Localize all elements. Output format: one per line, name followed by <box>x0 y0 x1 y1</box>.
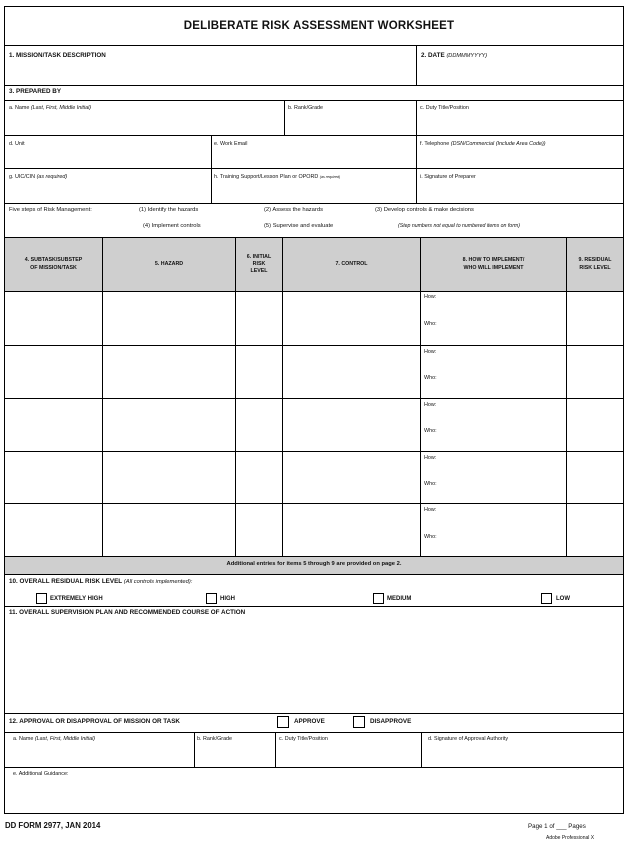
col-header-how-to-implement: 8. HOW TO IMPLEMENT/ WHO WILL IMPLEMENT <box>462 256 525 271</box>
row-2-control-field[interactable] <box>284 347 419 397</box>
medium-label: MEDIUM <box>387 596 412 602</box>
approver-name-field[interactable] <box>6 745 192 766</box>
row-4-who-label: Who: <box>424 481 437 487</box>
col-header-residual-risk-level: 9. RESIDUAL RISK LEVEL <box>578 256 612 271</box>
row-1-how-label: How: <box>424 294 437 300</box>
rank-grade-label: b. Rank/Grade <box>288 105 324 111</box>
training-support-field[interactable] <box>213 183 414 202</box>
disapprove-checkbox[interactable] <box>353 716 365 728</box>
col-header-initial-risk-level: 6. INITIAL RISK LEVEL <box>246 253 272 275</box>
extremely-high-checkbox[interactable] <box>36 593 47 604</box>
rule <box>4 713 624 714</box>
rule <box>211 168 212 203</box>
row-4-who-field[interactable] <box>444 479 564 502</box>
date-format-hint: (DDMMMYYYY) <box>446 53 488 59</box>
signature-of-preparer-label: i. Signature of Preparer <box>420 174 476 180</box>
high-label: HIGH <box>220 596 235 602</box>
row-4-initial-risk-field[interactable] <box>237 453 281 502</box>
rule <box>4 451 624 452</box>
rule <box>4 100 624 101</box>
row-2-who-field[interactable] <box>444 373 564 397</box>
rule <box>4 291 624 292</box>
rule <box>4 574 624 575</box>
page-count: Page 1 of ___ Pages <box>528 823 586 830</box>
uic-cin-label <box>9 175 67 180</box>
row-2-subtask-field[interactable] <box>6 347 101 397</box>
row-2-initial-risk-field[interactable] <box>237 347 281 397</box>
row-4-residual-risk-field[interactable] <box>568 453 622 502</box>
rule <box>4 203 624 204</box>
disapprove-label: DISAPPROVE <box>370 718 412 725</box>
additional-guidance-label: e. Additional Guidance: <box>13 771 69 777</box>
supervision-plan-field[interactable] <box>6 620 622 712</box>
rule <box>4 732 624 733</box>
row-3-hazard-field[interactable] <box>104 400 234 450</box>
col-header-hazard: 5. HAZARD <box>154 260 184 267</box>
additional-entries-note: Additional entries for items 5 through 9 are provided on page 2. <box>226 561 402 567</box>
rule <box>4 45 624 46</box>
uic-cin-hint: (as required) <box>36 174 68 180</box>
extremely-high-label: EXTREMELY HIGH <box>50 596 103 602</box>
rule <box>4 503 624 504</box>
rule <box>4 135 624 136</box>
row-3-how-label: How: <box>424 402 437 408</box>
row-5-who-field[interactable] <box>444 531 564 555</box>
row-4-subtask-field[interactable] <box>6 453 101 502</box>
row-3-initial-risk-field[interactable] <box>237 400 281 450</box>
step-5: (5) Supervise and evaluate <box>264 223 334 229</box>
row-5-control-field[interactable] <box>284 505 419 555</box>
row-5-subtask-field[interactable] <box>6 505 101 555</box>
step-3: (3) Develop controls & make decisions <box>375 207 474 213</box>
approver-name-hint: (Last, First, Middle Initial) <box>34 736 96 742</box>
row-2-how-field[interactable] <box>444 347 564 371</box>
approver-rank-field[interactable] <box>196 745 274 766</box>
row-2-residual-risk-field[interactable] <box>568 347 622 397</box>
approval-label: 12. APPROVAL OR DISAPPROVAL OF MISSION OR TASK <box>9 718 180 725</box>
approver-name-label <box>13 737 95 742</box>
row-3-residual-risk-field[interactable] <box>568 400 622 450</box>
name-field[interactable] <box>6 114 282 134</box>
step-1: (1) Identify the hazards <box>139 207 199 213</box>
mission-task-description-label: 1. MISSION/TASK DESCRIPTION <box>9 52 106 59</box>
row-5-who-label: Who: <box>424 534 437 540</box>
five-steps-intro: Five steps of Risk Management: <box>9 207 92 213</box>
row-3-how-field[interactable] <box>444 400 564 424</box>
rule <box>416 45 417 85</box>
name-label <box>9 106 91 111</box>
telephone-format-hint: (DSN/Commercial (Include Area Code)) <box>450 141 546 147</box>
telephone-label-text: f. Telephone <box>420 141 451 147</box>
duty-title-label: c. Duty Title/Position <box>420 105 469 111</box>
uic-cin-field[interactable] <box>6 183 209 202</box>
supervision-plan-label: 11. OVERALL SUPERVISION PLAN AND RECOMMENDED COURSE OF ACTION <box>9 609 246 616</box>
approver-duty-label: c. Duty Title/Position <box>279 736 328 742</box>
row-3-who-label: Who: <box>424 428 437 434</box>
row-5-how-field[interactable] <box>444 505 564 529</box>
row-3-who-field[interactable] <box>444 426 564 450</box>
telephone-label <box>420 142 546 147</box>
rule <box>275 732 276 767</box>
row-3-control-field[interactable] <box>284 400 419 450</box>
step-2: (2) Assess the hazards <box>264 207 323 213</box>
row-5-how-label: How: <box>424 507 437 513</box>
row-2-who-label: Who: <box>424 375 437 381</box>
steps-note: (Step numbers not equal to numbered items on form) <box>398 223 520 229</box>
row-4-how-label: How: <box>424 455 437 461</box>
overall-residual-risk-label <box>9 579 192 586</box>
prepared-by-label: 3. PREPARED BY <box>9 88 62 95</box>
row-5-initial-risk-field[interactable] <box>237 505 281 555</box>
rule <box>284 100 285 135</box>
row-1-hazard-field[interactable] <box>104 293 234 344</box>
row-5-residual-risk-field[interactable] <box>568 505 622 555</box>
approve-label: APPROVE <box>294 718 325 725</box>
rule <box>4 85 624 86</box>
row-4-control-field[interactable] <box>284 453 419 502</box>
rule <box>416 168 417 203</box>
training-support-hint: (as required) <box>319 175 341 179</box>
step-4: (4) Implement controls <box>143 223 201 229</box>
rule <box>211 135 212 168</box>
signature-of-preparer-field[interactable] <box>418 183 623 202</box>
form-title: DELIBERATE RISK ASSESSMENT WORKSHEET <box>183 20 455 32</box>
approve-checkbox[interactable] <box>277 716 289 728</box>
overall-residual-risk-text: 10. OVERALL RESIDUAL RISK LEVEL <box>9 578 124 585</box>
row-2-hazard-field[interactable] <box>104 347 234 397</box>
row-1-subtask-field[interactable] <box>6 293 101 344</box>
rule <box>421 732 422 767</box>
medium-checkbox[interactable] <box>373 593 384 604</box>
rule <box>4 606 624 607</box>
row-1-how-field[interactable] <box>444 293 564 317</box>
overall-residual-risk-hint: (All controls implemented): <box>123 579 193 585</box>
software-note: Adobe Professional X <box>546 835 595 841</box>
telephone-field[interactable] <box>418 150 623 167</box>
date-label-text: 2. DATE <box>421 52 447 59</box>
row-4-hazard-field[interactable] <box>104 453 234 502</box>
date-label <box>421 53 487 60</box>
row-1-control-field[interactable] <box>284 293 419 344</box>
row-1-residual-risk-field[interactable] <box>568 293 622 344</box>
low-label: LOW <box>556 596 570 602</box>
rule <box>416 135 417 168</box>
col-header-control: 7. CONTROL <box>335 260 368 267</box>
uic-cin-label-text: g. UIC/CIN <box>9 174 37 180</box>
approver-name-text: a. Name <box>13 736 35 742</box>
duty-title-field[interactable] <box>418 114 623 134</box>
rank-grade-field[interactable] <box>286 114 414 134</box>
row-1-who-field[interactable] <box>444 319 564 343</box>
work-email-field[interactable] <box>213 150 414 167</box>
approver-signature-label: d. Signature of Approval Authority <box>428 736 509 742</box>
name-label-text: a. Name <box>9 105 31 111</box>
rule <box>4 398 624 399</box>
approver-rank-label: b. Rank/Grade <box>197 736 233 742</box>
name-format-hint: (Last, First, Middle Initial) <box>30 105 92 111</box>
rule <box>4 767 624 768</box>
rule <box>416 100 417 135</box>
approver-signature-field[interactable] <box>423 745 622 766</box>
date-field[interactable] <box>418 62 623 84</box>
rule <box>194 732 195 767</box>
unit-label: d. Unit <box>9 141 25 147</box>
high-checkbox[interactable] <box>206 593 217 604</box>
row-4-how-field[interactable] <box>444 453 564 477</box>
mission-task-description-field[interactable] <box>6 62 414 84</box>
row-2-how-label: How: <box>424 349 437 355</box>
row-3-subtask-field[interactable] <box>6 400 101 450</box>
training-support-label-text: h. Training Support/Lesson Plan or OPORD <box>214 174 320 180</box>
row-1-who-label: Who: <box>424 321 437 327</box>
additional-guidance-field[interactable] <box>6 780 622 813</box>
unit-field[interactable] <box>6 150 209 167</box>
row-1-initial-risk-field[interactable] <box>237 293 281 344</box>
low-checkbox[interactable] <box>541 593 552 604</box>
approver-duty-field[interactable] <box>277 745 420 766</box>
form-number: DD FORM 2977, JAN 2014 <box>5 821 101 830</box>
col-header-subtask: 4. SUBTASK/SUBSTEP OF MISSION/TASK <box>24 256 83 271</box>
row-5-hazard-field[interactable] <box>104 505 234 555</box>
work-email-label: e. Work Email <box>214 141 248 147</box>
rule <box>4 345 624 346</box>
rule <box>4 168 624 169</box>
training-support-label <box>214 175 340 180</box>
